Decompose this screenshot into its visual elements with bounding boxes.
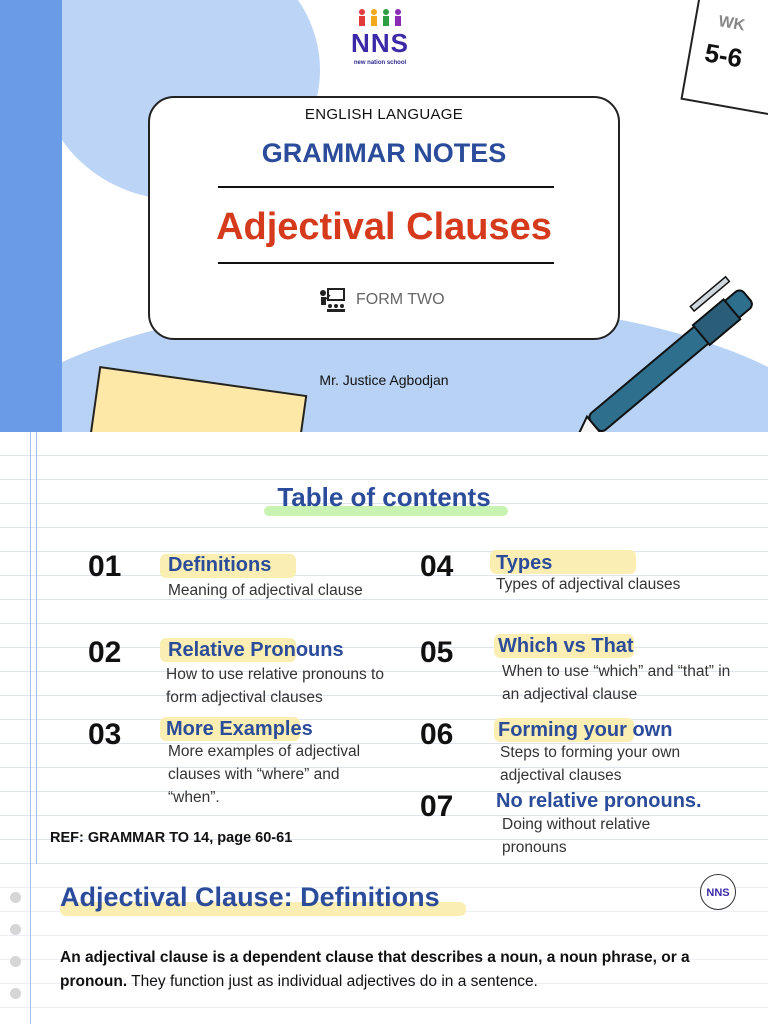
toc-slide — [0, 432, 768, 864]
toc-heading[interactable]: Definitions — [168, 554, 272, 576]
teacher-icon — [318, 286, 346, 314]
toc-number: 02 — [88, 636, 122, 669]
binder-hole — [10, 956, 21, 967]
toc-number: 06 — [420, 718, 454, 751]
author-name: Mr. Justice Agbodjan — [319, 372, 449, 388]
divider — [218, 186, 554, 188]
margin-line — [30, 864, 31, 1024]
form-label: FORM TWO — [356, 291, 445, 308]
toc-number: 01 — [88, 550, 122, 583]
toc-description: Doing without relative pronouns — [502, 816, 651, 856]
toc-number: 07 — [420, 790, 454, 823]
definitions-slide — [0, 864, 768, 1024]
form-row — [318, 286, 445, 314]
cover-slide — [0, 0, 768, 432]
school-badge: NNS — [700, 874, 736, 910]
side-bar — [0, 0, 62, 432]
toc-heading[interactable]: No relative pronouns. — [496, 790, 702, 812]
toc-number: 04 — [420, 550, 454, 583]
toc-description: Types of adjectival clauses — [496, 576, 681, 593]
week-label: WK — [717, 13, 747, 35]
toc-description: When to use “which” and “that” in an adjectival clause — [502, 663, 731, 703]
notes-title: GRAMMAR NOTES — [261, 138, 507, 168]
toc-heading[interactable]: More Examples — [166, 718, 313, 740]
reference-text: REF: GRAMMAR TO 14, page 60-61 — [50, 830, 293, 846]
toc-heading[interactable]: Forming your own — [498, 719, 673, 741]
title-card — [148, 96, 620, 340]
definition-bold: An adjectival clause is a dependent clause that describes a noun, a noun phrase, or a pronoun. — [60, 949, 690, 990]
toc-number: 03 — [88, 718, 122, 751]
toc-description: Steps to forming your own adjectival clauses — [500, 744, 681, 784]
toc-description: More examples of adjectival clauses with “where” and “when”. — [168, 743, 361, 806]
school-logo — [336, 8, 424, 80]
toc-heading[interactable]: Relative Pronouns — [168, 639, 344, 661]
divider — [218, 262, 554, 264]
pen-illustration — [560, 270, 768, 432]
toc-heading[interactable]: Which vs That — [498, 635, 634, 657]
toc-heading[interactable]: Types — [496, 552, 553, 574]
logo-text: NNS — [351, 28, 409, 58]
people-icon — [354, 8, 406, 28]
week-card — [680, 0, 768, 119]
subject-label: ENGLISH LANGUAGE — [304, 106, 464, 123]
toc-title: Table of contents — [277, 482, 491, 512]
definition-rest: They function just as individual adjectives do in a sentence. — [127, 973, 538, 990]
definition-paragraph — [60, 946, 700, 994]
toc-description: How to use relative pronouns to form adjectival clauses — [166, 666, 384, 706]
section-title: Adjectival Clause: Definitions — [60, 882, 440, 912]
binder-hole — [10, 924, 21, 935]
logo-school-name: new nation school — [353, 60, 407, 66]
toc-description: Meaning of adjectival clause — [168, 582, 363, 599]
week-number: 5-6 — [702, 37, 745, 74]
topic-title: Adjectival Clauses — [216, 206, 552, 248]
toc-number: 05 — [420, 636, 454, 669]
binder-hole — [10, 892, 21, 903]
binder-hole — [10, 988, 21, 999]
